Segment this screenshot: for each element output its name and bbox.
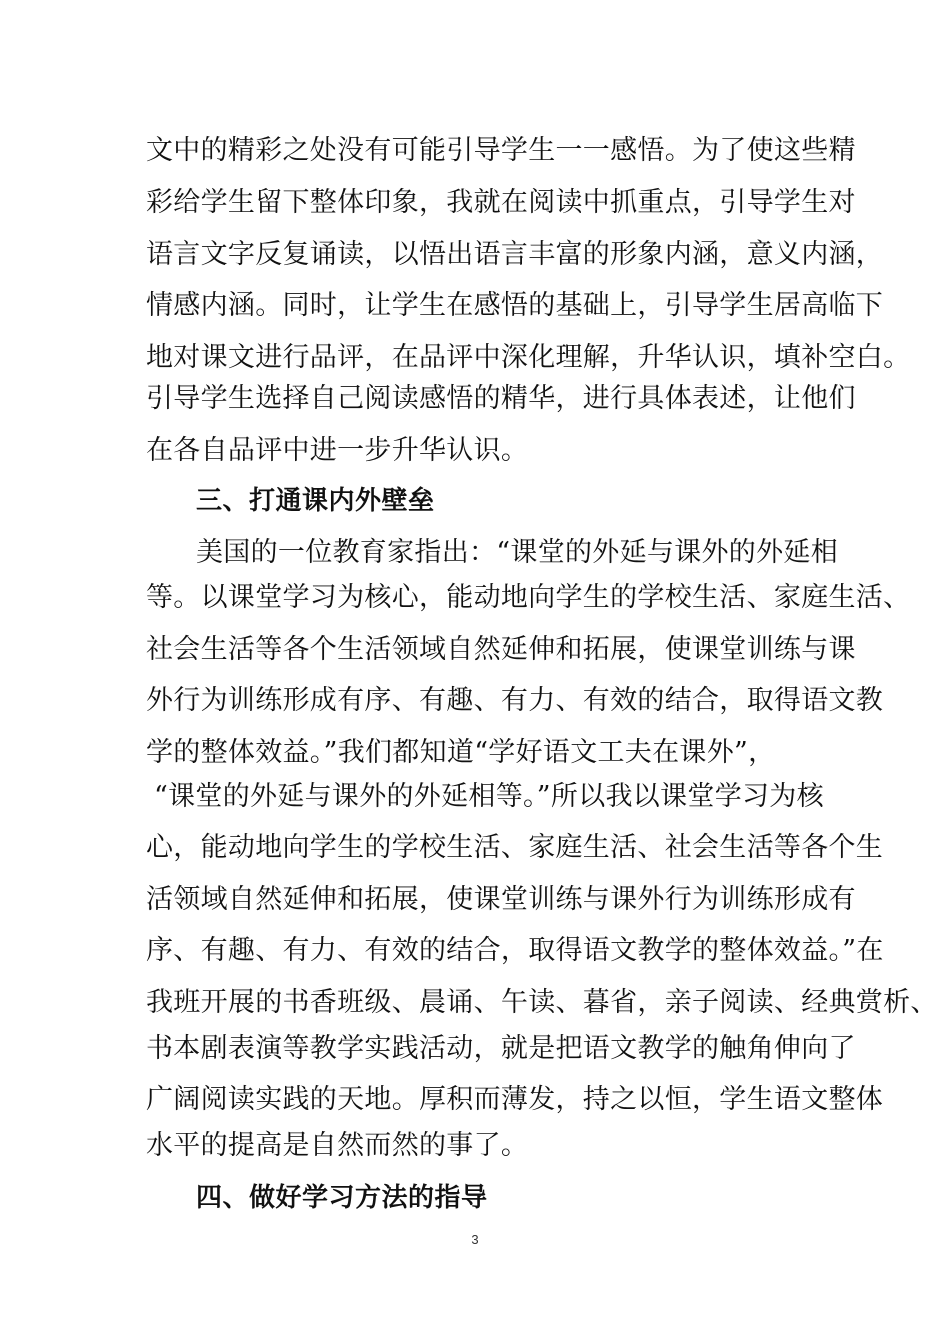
paragraph-line: 在各自品评中进一步升华认识。	[146, 435, 529, 466]
paragraph-line: 文中的精彩之处没有可能引导学生一一感悟。为了使这些精	[146, 135, 856, 166]
paragraph-line: 彩给学生留下整体印象，我就在阅读中抓重点，引导学生对	[146, 187, 856, 218]
paragraph-line: 我班开展的书香班级、晨诵、午读、暮省，亲子阅读、经典赏析、	[146, 987, 938, 1018]
paragraph-line: 心，能动地向学生的学校生活、家庭生活、社会生活等各个生	[146, 832, 884, 863]
paragraph-line: 地对课文进行品评，在品评中深化理解，升华认识，填补空白。	[146, 342, 911, 373]
paragraph-line: 语言文字反复诵读，以悟出语言丰富的形象内涵，意义内涵，	[146, 239, 884, 270]
paragraph-line: 美国的一位教育家指出：“课堂的外延与课外的外延相	[196, 537, 839, 568]
paragraph-line: 社会生活等各个生活领域自然延伸和拓展，使课堂训练与课	[146, 634, 856, 665]
paragraph-line: 水平的提高是自然而然的事了。	[146, 1130, 529, 1161]
paragraph-line: 序、有趣、有力、有效的结合，取得语文教学的整体效益。”在	[146, 935, 884, 966]
paragraph-line: 书本剧表演等教学实践活动，就是把语文教学的触角伸向了	[146, 1033, 856, 1064]
paragraph-line: 等。以课堂学习为核心，能动地向学生的学校生活、家庭生活、	[146, 582, 911, 613]
section-heading: 四、做好学习方法的指导	[196, 1183, 488, 1213]
paragraph-line: 广阔阅读实践的天地。厚积而薄发，持之以恒，学生语文整体	[146, 1084, 884, 1115]
paragraph-line: 学的整体效益。”我们都知道“学好语文工夫在课外”，	[146, 737, 776, 768]
paragraph-line: 外行为训练形成有序、有趣、有力、有效的结合，取得语文教	[146, 685, 884, 716]
section-heading: 三、打通课内外壁垒	[196, 486, 435, 516]
paragraph-line: “课堂的外延与课外的外延相等。”所以我以课堂学习为核	[154, 781, 824, 812]
paragraph-line: 活领域自然延伸和拓展，使课堂训练与课外行为训练形成有	[146, 884, 856, 915]
page-number: 3	[471, 1232, 479, 1247]
paragraph-line: 情感内涵。同时，让学生在感悟的基础上，引导学生居高临下	[146, 290, 884, 321]
paragraph-line: 引导学生选择自己阅读感悟的精华，进行具体表述，让他们	[146, 383, 856, 414]
